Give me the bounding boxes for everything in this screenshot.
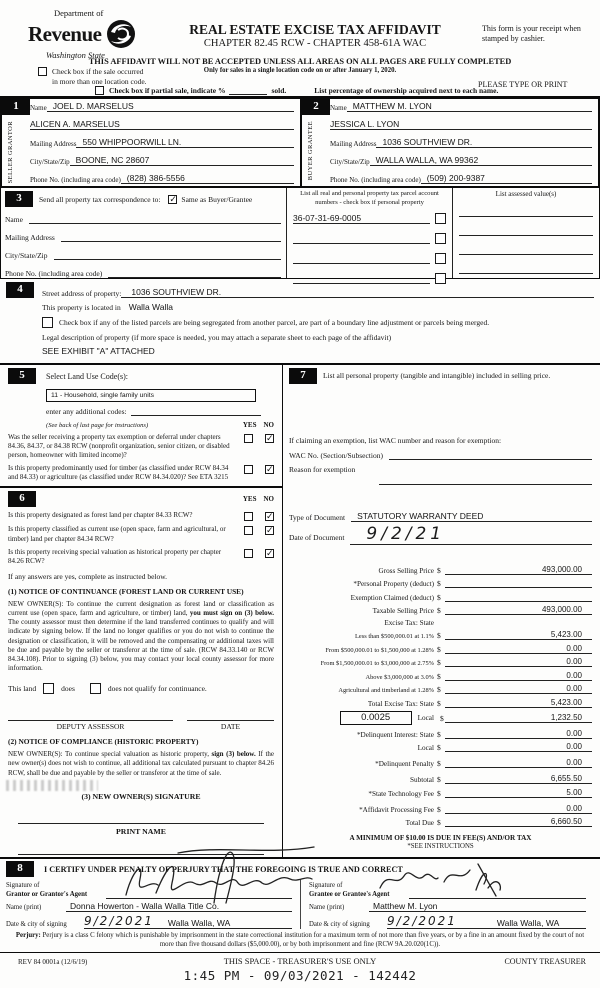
state-technology-fee-field[interactable]: 5.00 bbox=[445, 788, 592, 798]
assessed-value-field-2[interactable] bbox=[459, 235, 593, 236]
gross-selling-price-field[interactable]: 493,000.00 bbox=[445, 565, 592, 575]
delinquent-interest-local-label: Local bbox=[417, 744, 434, 752]
forest-land-question: Is this property designated as forest land per chapter 84.33 RCW? bbox=[8, 511, 193, 520]
grantee-signing-column bbox=[300, 879, 594, 929]
parcel-field-3[interactable] bbox=[293, 254, 430, 264]
new-owner-signature-title: (3) NEW OWNER(S) SIGNATURE bbox=[81, 791, 201, 801]
gross-selling-price-label: Gross Selling Price bbox=[378, 566, 434, 575]
tax-correspondence-box bbox=[0, 188, 600, 279]
seller-section bbox=[2, 99, 300, 186]
personal-property-blank-area[interactable] bbox=[289, 384, 592, 436]
local-tax-label: Local bbox=[417, 714, 434, 722]
local-rate-box[interactable]: 0.0025 bbox=[340, 711, 412, 725]
doc-type-label: Type of Document bbox=[289, 513, 346, 522]
total-due-field[interactable]: 6,660.50 bbox=[445, 817, 592, 827]
see-instructions-note: *SEE INSTRUCTIONS bbox=[407, 843, 474, 850]
legal-description-value[interactable]: SEE EXHIBIT "A" ATTACHED bbox=[42, 346, 155, 356]
corr-name-label: Name bbox=[5, 215, 23, 224]
q6c-yes-checkbox[interactable] bbox=[244, 549, 253, 558]
assessed-value-field-4[interactable] bbox=[459, 273, 593, 274]
section-1-badge: 1 bbox=[2, 99, 30, 115]
header-warning: THIS AFFIDAVIT WILL NOT BE ACCEPTED UNLESS ALL AREAS ON ALL PAGES ARE FULLY COMPLETED bbox=[88, 57, 512, 66]
type-or-print-label: PLEASE TYPE OR PRINT bbox=[478, 80, 568, 89]
exemption-claimed-field[interactable] bbox=[445, 592, 592, 602]
tier4-label: Above $3,000,000 at 3.0% bbox=[365, 673, 434, 681]
parcel-personal-checkbox-1[interactable] bbox=[435, 213, 446, 224]
grantee-name-print-field[interactable]: Matthew M. Lyon bbox=[369, 901, 586, 912]
dor-swirl-icon bbox=[104, 18, 138, 50]
no-header-5: NO bbox=[263, 421, 274, 429]
grantor-signing-column bbox=[6, 879, 300, 929]
doc-type-field[interactable]: STATUTORY WARRANTY DEED bbox=[351, 511, 592, 522]
personal-property-deduct-field[interactable] bbox=[445, 578, 592, 588]
yes-header-6: YES bbox=[242, 495, 257, 504]
corr-city-field[interactable] bbox=[54, 250, 282, 260]
wac-field[interactable] bbox=[389, 450, 592, 460]
does-not-label: does not qualify for continuance. bbox=[107, 684, 207, 694]
grantor-date-city-label: Date & city of signing bbox=[6, 920, 67, 928]
minimum-fee-note: A MINIMUM OF $10.00 IS DUE IN FEE(S) AND/OR TAX bbox=[349, 834, 532, 842]
state-technology-fee-label: *State Technology Fee bbox=[368, 789, 434, 798]
partial-sale-percent-field[interactable] bbox=[229, 94, 267, 95]
seller-city-field[interactable]: BOONE, NC 28607 bbox=[70, 155, 294, 166]
total-excise-state-label: Total Excise Tax: State bbox=[367, 699, 434, 708]
corr-mailing-field[interactable] bbox=[61, 232, 281, 242]
receipt-note: This form is your receipt when stamped by cashier. bbox=[482, 24, 581, 43]
parties-box bbox=[0, 96, 600, 188]
subtotal-field[interactable]: 6,655.50 bbox=[445, 774, 592, 784]
section-2-badge: 2 bbox=[302, 99, 330, 115]
sold-label: sold. bbox=[271, 86, 287, 95]
q5a-yes-checkbox[interactable] bbox=[244, 434, 253, 443]
delinquent-interest-state-label: *Delinquent Interest: State bbox=[356, 730, 434, 739]
logo-state-text: Washington State bbox=[46, 50, 105, 60]
correspondence-column bbox=[1, 188, 286, 278]
wac-label: WAC No. (Section/Subsection) bbox=[289, 451, 383, 460]
doc-date-label: Date of Document bbox=[289, 533, 345, 542]
affidavit-processing-fee-field[interactable]: 0.00 bbox=[445, 804, 592, 814]
q5b-yes-checkbox[interactable] bbox=[244, 465, 253, 474]
grantor-name-print-label: Name (print) bbox=[6, 903, 42, 911]
q6a-yes-checkbox[interactable] bbox=[244, 512, 253, 521]
delinquent-interest-state-field[interactable]: 0.00 bbox=[445, 729, 592, 739]
grantee-name-print-label: Name (print) bbox=[309, 903, 345, 911]
buyer-strip bbox=[302, 99, 328, 186]
section-6-badge: 6 bbox=[8, 491, 36, 507]
grantee-signature-label: Signature of Grantee or Grantee's Agent bbox=[309, 882, 390, 898]
exemption-deferral-question: Was the seller receiving a property tax exemption or deferral under chapters 84.36, 84.37, or 84.38 RCW (nonprofit organization, senior citizen, or disabled person, homeowner with limited income)? bbox=[8, 433, 230, 460]
does-not-qualify-checkbox[interactable] bbox=[90, 683, 101, 694]
buyer-phone-field[interactable]: (509) 200-9387 bbox=[421, 173, 592, 184]
exemption-note: If claiming an exemption, list WAC number and reason for exemption: bbox=[289, 436, 502, 445]
tier3-label: From $1,500,000.01 to $3,000,000 at 2.75% bbox=[320, 660, 434, 667]
section-5-badge: 5 bbox=[8, 368, 36, 384]
seller-name-label: Name bbox=[30, 104, 47, 112]
parcel-personal-checkbox-2[interactable] bbox=[435, 233, 446, 244]
buyer-mailing-field[interactable]: 1036 SOUTHVIEW DR. bbox=[376, 137, 592, 148]
street-address-field[interactable]: 1036 SOUTHVIEW DR. bbox=[121, 287, 594, 298]
q6a-no-checkbox[interactable]: ✓ bbox=[266, 512, 274, 523]
delinquent-penalty-label: *Delinquent Penalty bbox=[375, 760, 434, 768]
parcel-field-1[interactable]: 36-07-31-69-0005 bbox=[293, 213, 430, 224]
assessed-value-column bbox=[453, 188, 599, 278]
partial-sale-label: Check box if partial sale, indicate % bbox=[109, 86, 226, 95]
street-address-label: Street address of property: bbox=[42, 289, 122, 298]
form-subtitle: CHAPTER 82.45 RCW - CHAPTER 458-61A WAC bbox=[203, 38, 427, 49]
same-as-buyer-label: Same as Buyer/Grantee bbox=[181, 194, 253, 204]
q6b-yes-checkbox[interactable] bbox=[244, 526, 253, 535]
treasurer-timestamp-stamp: 1:45 PM - 09/03/2021 - 142442 bbox=[183, 968, 417, 983]
tier1-label: Less than $500,000.01 at 1.1% bbox=[355, 633, 434, 640]
multi-location-checkbox[interactable] bbox=[38, 67, 47, 76]
yes-header-5: YES bbox=[242, 421, 257, 429]
property-section bbox=[0, 280, 600, 363]
notice-continuance-title: (1) NOTICE OF CONTINUANCE (FOREST LAND OR CURRENT USE) bbox=[8, 586, 244, 596]
form-title: REAL ESTATE EXCISE TAX AFFIDAVIT bbox=[189, 22, 441, 37]
deputy-date-line[interactable]: DATE bbox=[187, 720, 274, 731]
q5a-no-checkbox[interactable]: ✓ bbox=[266, 434, 274, 444]
seller-phone-label: Phone No. (including area code) bbox=[30, 176, 121, 184]
tier4-field[interactable]: 0.00 bbox=[445, 671, 592, 681]
agricultural-timberland-field[interactable]: 0.00 bbox=[445, 684, 592, 694]
doc-date-field[interactable]: 9/2/21 bbox=[350, 524, 592, 545]
notice-compliance-body: NEW OWNER(S): To continue special valuation as historic property, sign (3) below. If the new owner(s) does not wish to continue, all additional tax calculated pursuant to chapter 84.26 RCW, shall be due and payable by the seller or transferor at the time of sale. bbox=[8, 750, 275, 777]
historical-property-question: Is this property receiving special valuation as historical property per chapter 84.26 RCW? bbox=[8, 547, 222, 565]
q6c-no-checkbox[interactable]: ✓ bbox=[266, 548, 274, 559]
grantee-signature-field[interactable] bbox=[409, 881, 586, 899]
reason-exemption-label: Reason for exemption bbox=[289, 465, 356, 474]
personal-property-title: List all personal property (tangible and intangible) included in selling price. bbox=[323, 371, 551, 380]
buyer-name-label: Name bbox=[330, 104, 347, 112]
corr-mailing-label: Mailing Address bbox=[5, 233, 55, 242]
additional-codes-label: enter any additional codes: bbox=[46, 407, 127, 416]
section-4-badge: 4 bbox=[6, 282, 34, 298]
parcel-header: List all real and personal property tax parcel account numbers - check box if personal property bbox=[300, 190, 439, 206]
right-column: 7 List all personal property (tangible and intangible) included in selling price. If claiming an exemption, list WAC number and reason for exemption: WAC No. (Section/Subsection) Reason for exemption Type of Document STATUTORY WARRANTY DEED Date of Document 9/2/21 Gross Selling Price $ 493,000.00 *Personal Property (deduct) $ Exemption Claimed (deduct) $ Taxable Selling Price $ 493,000.00 Excise Tax: State Less than $500,000.01 at 1.1% $ 5,423.00 From $500,000.01 to $1,500,000 at 1.28% $ 0.00 From $1,500,000.01 to $3,000,000 at 2.75% $ 0.00 Above $3,000,000 at 3.0% $ 0.00 Agricultural and timberland at 1.28% $ 0.00 Total Excise Tax: State $ 5,423.00 0.0025 Local $ 1,232.50 *Delinquent Interest: State $ 0.00 Local $ 0.00 *Delinquent Penalty $ 0.00 Subtotal $ 6,655.50 *State Technology Fee $ 5.00 *Affidavit Processing Fee $ 0.00 Total Due $ 6,660.50 A MINIMUM OF $10.00 IS DUE IN FEE(S) AND/OR TAX *SEE INSTRUCTIONS bbox=[282, 365, 600, 859]
perjury-notice: Perjury: Perjury is a class C felony which is punishable by imprisonment in the state correctional institution for a maximum term of not more than five years, or by a fine in an amount fixed by the court of not more than five thousand dollars ($5,000.00), or by both imprisonment and fine (RCW 9A.20.020(1C)). bbox=[15, 932, 585, 949]
parcel-field-2[interactable] bbox=[293, 234, 430, 244]
corr-name-field[interactable] bbox=[29, 214, 281, 224]
section-6-divider bbox=[0, 486, 282, 488]
print-name-line[interactable] bbox=[18, 854, 264, 855]
parcel-personal-checkbox-3[interactable] bbox=[435, 253, 446, 264]
total-due-label: Total Due bbox=[405, 819, 434, 827]
new-owner-signature-line[interactable] bbox=[18, 823, 264, 824]
logo-dept-text: Department of bbox=[54, 8, 104, 18]
seller-name2-field[interactable]: ALICEN A. MARSELUS bbox=[30, 119, 294, 130]
certify-statement: I CERTIFY UNDER PENALTY OF PERJURY THAT THE FOREGOING IS TRUE AND CORRECT bbox=[44, 864, 403, 874]
buyer-phone-label: Phone No. (including area code) bbox=[330, 176, 421, 184]
buyer-mailing-label: Mailing Address bbox=[330, 140, 377, 148]
total-excise-state-field[interactable]: 5,423.00 bbox=[445, 698, 592, 708]
if-yes-note: If any answers are yes, complete as instructed below. bbox=[8, 571, 168, 581]
partial-sale-checkbox[interactable] bbox=[95, 86, 104, 95]
segregated-checkbox[interactable] bbox=[42, 317, 53, 328]
send-correspondence-label: Send all property tax correspondence to: bbox=[39, 194, 161, 204]
same-as-buyer-checkbox[interactable]: ✓ bbox=[169, 194, 177, 205]
no-header-6: NO bbox=[263, 495, 274, 504]
delinquent-interest-local-field[interactable]: 0.00 bbox=[445, 742, 592, 752]
does-qualify-checkbox[interactable] bbox=[43, 683, 54, 694]
footer-rule bbox=[0, 952, 600, 953]
agricultural-timberland-label: Agricultural and timberland at 1.28% bbox=[338, 687, 434, 694]
seller-mailing-field[interactable]: 550 WHIPPOORWILL LN. bbox=[76, 137, 294, 148]
seller-grantor-vertical-label: SELLER GRANTOR bbox=[7, 121, 14, 184]
notice-continuance-body: NEW OWNER(S): To continue the current designation as forest land or classification as current use (open space, farm and agriculture, or timber) land, you must sign on (3) below. The county assessor must then determine if the land transferred continues to qualify and will indicate by signing below. If the land no longer qualifies or you do not wish to continue the designation or classification, it will be removed and the compensating or additional taxes will be due and payable by the seller or transferor at the time of sale. (RCW 84.33.140 or RCW 84.34.108). Prior to signing (3) below, you may contact your local county assessor for more information. bbox=[8, 599, 275, 673]
deputy-assessor-line[interactable]: DEPUTY ASSESSOR bbox=[8, 720, 173, 731]
located-in-label: This property is located in bbox=[42, 303, 121, 312]
seller-name-field[interactable]: JOEL D. MARSELUS bbox=[47, 101, 294, 112]
seller-phone-field[interactable]: (828) 386-5556 bbox=[121, 173, 294, 184]
corr-city-label: City/State/Zip bbox=[5, 251, 48, 260]
buyer-name-field[interactable]: MATTHEW M. LYON bbox=[347, 101, 592, 112]
form-rev-number: REV 84 0001a (12/6/19) bbox=[18, 958, 88, 966]
q6b-no-checkbox[interactable]: ✓ bbox=[266, 526, 274, 537]
legal-description-label: Legal description of property (if more space is needed, you may attach a separate sheet to each page of the affidavit) bbox=[42, 333, 392, 342]
notice-compliance-title: (2) NOTICE OF COMPLIANCE (HISTORIC PROPERTY) bbox=[8, 737, 199, 747]
corr-phone-field[interactable] bbox=[108, 268, 281, 278]
does-label: does bbox=[61, 684, 75, 694]
personal-property-deduct-label: *Personal Property (deduct) bbox=[353, 580, 434, 588]
section-7-badge: 7 bbox=[289, 368, 317, 384]
tier2-label: From $500,000.01 to $1,500,000 at 1.28% bbox=[325, 646, 434, 654]
seller-strip bbox=[2, 99, 28, 186]
assessed-header: List assessed value(s) bbox=[495, 190, 557, 198]
buyer-section bbox=[300, 99, 598, 186]
tier3-field[interactable]: 0.00 bbox=[445, 657, 592, 667]
timber-question: Is this property predominantly used for timber (as classified under RCW 84.34 and 84.33) or agriculture (as classified under RCW 84.34.020)? See ETA 3215 bbox=[8, 464, 229, 482]
section-3-badge: 3 bbox=[5, 191, 33, 207]
single-location-note: Only for sales in a single location code on or after January 1, 2020. bbox=[203, 67, 397, 74]
county-treasurer-label: COUNTY TREASURER bbox=[504, 957, 586, 966]
q5b-no-checkbox[interactable]: ✓ bbox=[266, 465, 274, 476]
grantor-name-print-field[interactable]: Donna Howerton - Walla Walla Title Co. bbox=[66, 901, 292, 912]
logo-revenue-text: Revenue bbox=[28, 22, 102, 46]
grantor-date-city-field[interactable]: 9/2/2021 Walla Walla, WA bbox=[84, 914, 292, 929]
ownership-label: List percentage of ownership acquired next to each name. bbox=[314, 86, 499, 95]
faint-stamp-remnant bbox=[6, 780, 98, 791]
tier1-field[interactable]: 5,423.00 bbox=[445, 630, 592, 640]
grantee-date-city-field[interactable]: 9/2/2021 Walla Walla, WA bbox=[387, 914, 586, 929]
see-back-note: (See back of last page for instructions) bbox=[46, 422, 149, 429]
buyer-city-label: City/State/Zip bbox=[330, 158, 370, 166]
land-use-title: Select Land Use Code(s): bbox=[46, 371, 128, 381]
seller-mailing-label: Mailing Address bbox=[30, 140, 77, 148]
treasurer-space-label: THIS SPACE - TREASURER'S USE ONLY bbox=[223, 956, 377, 966]
tier2-field[interactable]: 0.00 bbox=[445, 644, 592, 654]
affidavit-processing-fee-label: *Affidavit Processing Fee bbox=[359, 805, 434, 814]
buyer-name2-field[interactable]: JESSICA L. LYON bbox=[330, 119, 592, 130]
assessed-value-field-3[interactable] bbox=[459, 254, 593, 255]
local-tax-field[interactable]: 1,232.50 bbox=[445, 713, 592, 723]
section-8-badge: 8 bbox=[6, 861, 34, 877]
multi-location-label: Check box if the sale occurred in more than one location code. bbox=[52, 67, 147, 87]
certification-section bbox=[0, 857, 600, 929]
subtotal-label: Subtotal bbox=[410, 776, 434, 784]
dor-logo bbox=[28, 8, 138, 60]
buyer-grantee-vertical-label: BUYER GRANTEE bbox=[307, 121, 314, 181]
grantor-signature-label: Signature of Grantor or Grantor's Agent bbox=[6, 882, 88, 898]
parcel-column bbox=[286, 188, 453, 278]
corr-phone-label: Phone No. (including area code) bbox=[5, 269, 103, 278]
print-name-label: PRINT NAME bbox=[116, 826, 166, 836]
buyer-city-field[interactable]: WALLA WALLA, WA 99362 bbox=[370, 155, 592, 166]
delinquent-penalty-field[interactable]: 0.00 bbox=[445, 758, 592, 768]
additional-codes-field[interactable] bbox=[131, 406, 261, 416]
assessed-value-field-1[interactable] bbox=[459, 216, 593, 217]
segregated-label: Check box if any of the listed parcels are being segregated from another parcel, are part of a boundary line adjustment or parcels being merged. bbox=[59, 318, 490, 327]
grantor-signature-field[interactable] bbox=[106, 881, 292, 899]
excise-tax-state-label: Excise Tax: State bbox=[384, 618, 434, 627]
land-use-code-select[interactable]: 11 - Household, single family units bbox=[46, 389, 256, 402]
located-in-field[interactable]: Walla Walla bbox=[128, 302, 173, 312]
taxable-selling-price-label: Taxable Selling Price bbox=[372, 607, 434, 615]
exemption-claimed-label: Exemption Claimed (deduct) bbox=[350, 593, 434, 602]
reason-exemption-field[interactable] bbox=[379, 484, 592, 485]
current-use-question: Is this property classified as current use (open space, farm and agricultural, or timber) land per chapter 84.34 RCW? bbox=[8, 525, 226, 543]
seller-city-label: City/State/Zip bbox=[30, 158, 70, 166]
grantee-date-city-label: Date & city of signing bbox=[309, 920, 370, 928]
taxable-selling-price-field[interactable]: 493,000.00 bbox=[445, 605, 592, 615]
this-land-label: This land bbox=[8, 684, 37, 694]
